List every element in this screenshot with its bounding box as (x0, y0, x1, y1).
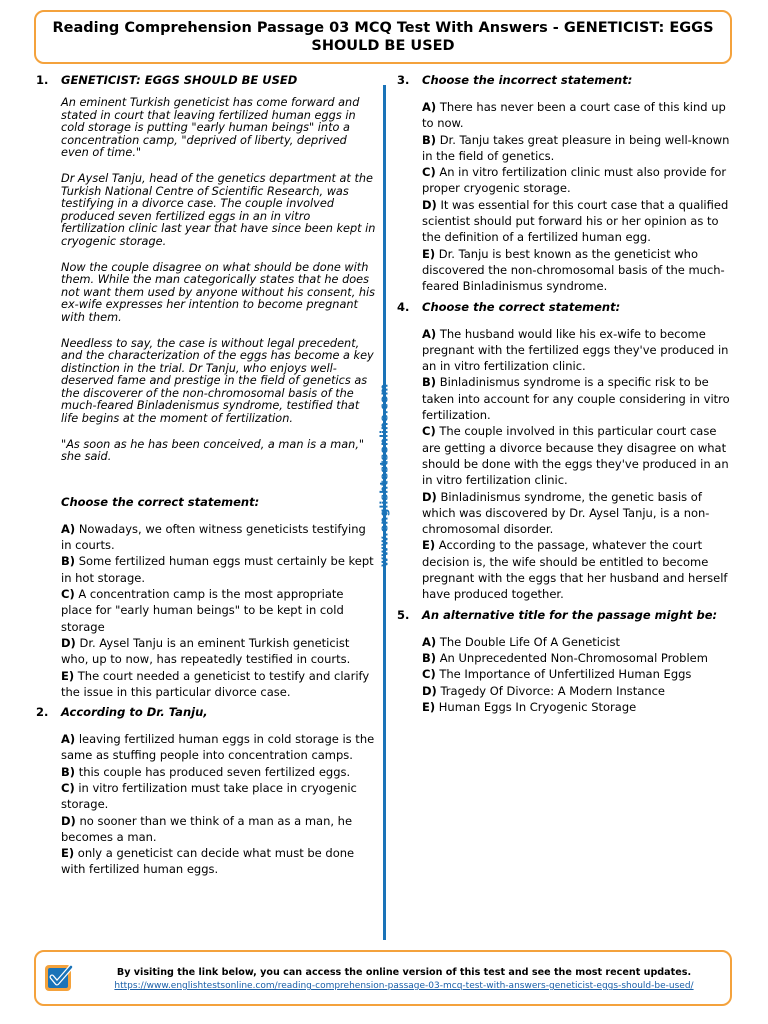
footer-note: By visiting the link below, you can access the online version of this test and see the most recent updates. (116, 967, 692, 978)
option: D) Dr. Aysel Tanju is an eminent Turkish geneticist who, up to now, has repeatedly testified in courts. (61, 635, 351, 667)
option: C) The couple involved in this particular court case are getting a divorce because they disagree on what should be done with the eggs they've produced in an in vitro fertilization clinic. (422, 424, 729, 488)
passage-paragraph: Now the couple disagree on what should be done with them. While the man categorically states that he does not want them used by anyone without his consent, his ex-wife expresses her intention to become pregnant with them. (61, 260, 376, 324)
question-number: 2. (36, 705, 49, 720)
watermark: www.englishtestsonline.com (377, 383, 391, 567)
question-4-options (422, 326, 737, 603)
option: E) only a geneticist can decide what must be done with fertilized human eggs. (61, 846, 355, 877)
right-column (397, 72, 737, 715)
option: D) Binladinismus syndrome, the genetic basis of which was discovered by Dr. Aysel Tanju, is a non-chromosomal disorder. (422, 489, 710, 537)
option: D) Tragedy Of Divorce: A Modern Instance (422, 683, 666, 698)
question-heading (397, 607, 737, 623)
test-url-link[interactable]: https://www.englishtestsonline.com/reading-comprehension-passage-03-mcq-test-with-answers-geneticist-eggs-should-be-used/ (114, 981, 694, 991)
question-number: 3. (397, 73, 410, 87)
option: A) The Double Life Of A Geneticist (422, 634, 620, 649)
option: A) leaving fertilized human eggs in cold storage is the same as stuffing people into concentration camps. (61, 732, 375, 763)
option: A) The husband would like his ex-wife to become pregnant with the fertilized eggs they've produced in an in vitro fertilization clinic. (422, 326, 729, 374)
question-3 (397, 72, 737, 295)
passage-paragraph: Needless to say, the case is without legal precedent, and the characterization of the eggs has become a key distinction in the trial. Dr Tanju, who enjoys well-deserved fame and prestige in the field of genetics as the discoverer of the non-chromosomal basis of the much-feared Binladenismus syndrome, testified that life begins at the moment of fertilization. (61, 336, 374, 426)
question-5-options (422, 634, 737, 715)
option: E) Human Eggs In Cryogenic Storage (422, 699, 637, 714)
option: C) An in vitro fertilization clinic must also provide for proper cryogenic storage. (422, 165, 727, 196)
question-prompt: Choose the correct statement: (422, 299, 621, 314)
question-heading (397, 72, 737, 88)
page-title: Reading Comprehension Passage 03 MCQ Test With Answers - GENETICIST: EGGS SHOULD BE USED (52, 20, 714, 54)
question-2-options (61, 731, 376, 878)
option: E) Dr. Tanju is best known as the geneticist who discovered the non-chromosomal basis of the much-feared Binladinismus syndrome. (422, 246, 725, 294)
question-number: 4. (397, 299, 410, 314)
question-1-options (61, 521, 376, 700)
option: B) Dr. Tanju takes great pleasure in being well-known in the field of genetics. (422, 132, 730, 163)
option: C) A concentration camp is the most appropriate place for "early human beings" to be kept in cold storage (61, 587, 344, 634)
question-number: 5. (397, 607, 410, 622)
option: D) no sooner than we think of a man as a man, he becomes a man. (61, 813, 353, 844)
title-box (34, 10, 732, 64)
passage-body (61, 97, 376, 464)
question-1-prompt: Choose the correct statement: (61, 494, 260, 509)
option: B) An Unprecedented Non-Chromosomal Problem (422, 650, 708, 665)
option: A) Nowadays, we often witness geneticists testifying in courts. (61, 521, 366, 553)
option: C) The Importance of Unfertilized Human Eggs (422, 667, 692, 682)
question-4 (397, 299, 737, 603)
question-heading (397, 299, 737, 315)
question-3-options (422, 99, 737, 295)
option: E) According to the passage, whatever the court decision is, the wife should be entitled to become pregnant with the eggs that her husband and herself have produced together. (422, 538, 728, 602)
question-prompt: Choose the incorrect statement: (422, 73, 633, 87)
question-5 (397, 607, 737, 715)
left-column (36, 72, 376, 878)
option: B) Binladinismus syndrome is a specific risk to be taken into account for any couple considering in vitro fertilization. (422, 375, 730, 423)
question-prompt: An alternative title for the passage might be: (422, 607, 718, 622)
option: B) this couple has produced seven fertilized eggs. (61, 764, 351, 779)
checkbox-check-icon (44, 962, 74, 992)
passage-paragraph: An eminent Turkish geneticist has come forward and stated in court that leaving fertilized human eggs in cold storage is putting "early human beings" into a concentration camp, "deprived of liberty, deprived even of time." (61, 96, 360, 160)
passage-heading (36, 72, 376, 88)
question-2 (36, 704, 376, 878)
question-heading (36, 704, 376, 720)
question-prompt: According to Dr. Tanju, (61, 705, 208, 720)
passage-title: GENETICIST: EGGS SHOULD BE USED (61, 73, 298, 87)
footer-box (34, 950, 732, 1006)
passage-paragraph: Dr Aysel Tanju, head of the genetics department at the Turkish National Centre of Scientific Research, was testifying in a divorce case. The couple involved produced seven fertilized eggs in an in vitro fertilization clinic last year that have since been kept in cryogenic storage. (61, 171, 376, 248)
option: D) It was essential for this court case that a qualified scientist should put forward his or her opinion as to the definition of a fertilized human egg. (422, 197, 729, 245)
question-number: 1. (36, 73, 49, 87)
option: C) in vitro fertilization must take place in cryogenic storage. (61, 781, 357, 812)
passage-paragraph: "As soon as he has been conceived, a man is a man," she said. (61, 437, 365, 464)
option: B) Some fertilized human eggs must certainly be kept in hot storage. (61, 554, 374, 585)
option: E) The court needed a geneticist to testify and clarify the issue in this particular divorce case. (61, 668, 370, 699)
option: A) There has never been a court case of this kind up to now. (422, 100, 726, 131)
